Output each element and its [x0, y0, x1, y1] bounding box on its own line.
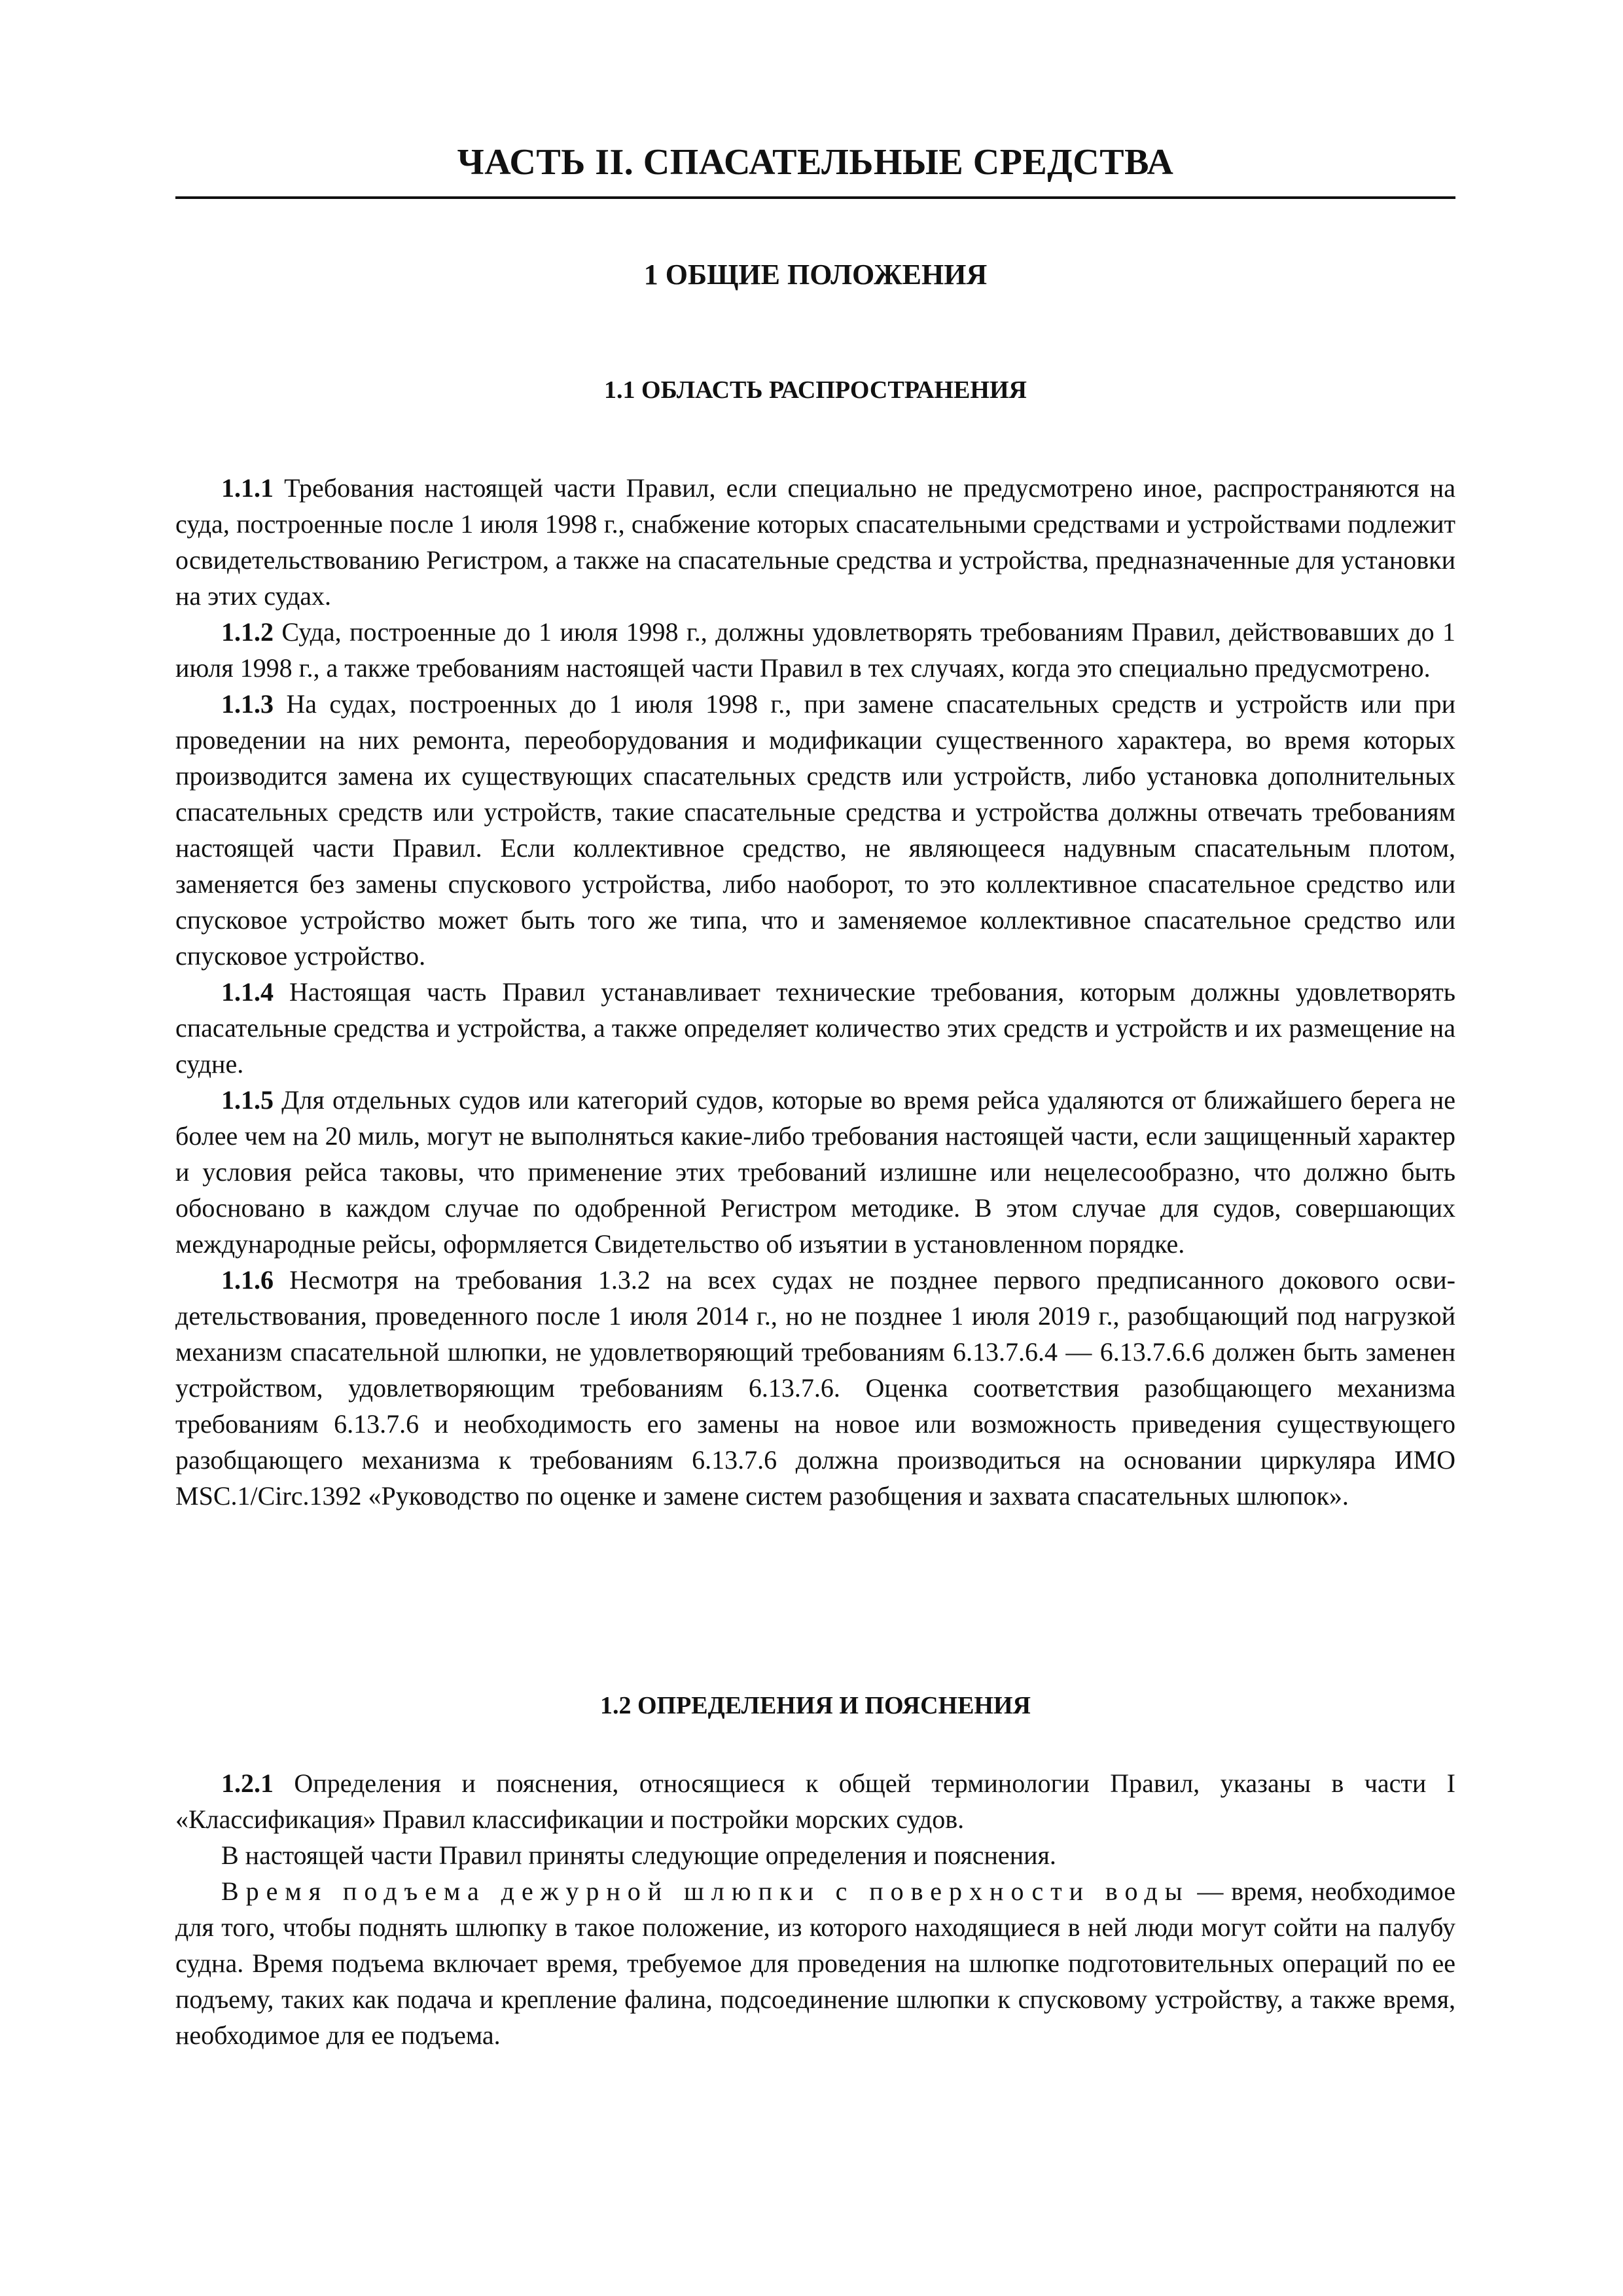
paragraph-number: 1.1.1: [221, 473, 274, 503]
section-title-1-1: 1.1 ОБЛАСТЬ РАСПРОСТРАНЕНИЯ: [604, 376, 1027, 404]
paragraph-number: 1.1.4: [221, 977, 274, 1007]
chapter-title: 1 ОБЩИЕ ПОЛОЖЕНИЯ: [643, 259, 988, 291]
paragraph-text: Настоящая часть Правил устанавливает технические требования, которым должны удовлетворять спасательные средства и устройства, а также определяет количество этих средств и устройств и их размещение на судне.: [175, 977, 1455, 1079]
paragraph-1-1-6: [175, 1262, 1455, 1514]
paragraph-number: 1.1.5: [221, 1085, 274, 1115]
paragraph-text: Определения и пояснения, относящиеся к общей терминологии Правил, указаны в части I «Классификация» Правил классификации и постройки морских судов.: [175, 1768, 1455, 1834]
section-title-1-2: 1.2 ОПРЕДЕЛЕНИЯ И ПОЯСНЕНИЯ: [599, 1692, 1031, 1719]
paragraph-1-1-1: [175, 470, 1455, 614]
paragraph-definition: [175, 1873, 1455, 2053]
paragraph-text: На судах, построенных до 1 июля 1998 г., при замене спасательных средств и устройств или при проведении на них ремонта, переоборудования и модификации существенного характера, во время которых производится замена их существующих спасательных средств или устройств, либо установка дополнительных спасательных средств или устройств, такие спасательные средства и устройства должны отвечать требованиям настоящей части Правил. Если коллективное средство, не являющееся надувным спасательным плотом, заменяется без замены спускового устройства, либо наоборот, то это коллективное спасательное средство или спусковое устройство может быть того же типа, что и заменяемое коллективное спасательное средство или спусковое устройство.: [175, 689, 1455, 971]
paragraph-1-1-3: [175, 686, 1455, 974]
paragraph-number: 1.1.6: [221, 1265, 274, 1295]
section-1-2-body: [175, 1765, 1455, 2053]
paragraph-text: Требования настоящей части Правил, если специально не предусмотрено иное, распространяются на суда, построенные после 1 июля 1998 г., снабжение которых спасательными средствами и устройствами подлежит освидетельствованию Регистром, а также на спасательные средства и устройства, предназначенные для установки на этих судах.: [175, 473, 1455, 611]
paragraph-1-1-2: [175, 614, 1455, 686]
paragraph-number: 1.2.1: [221, 1768, 274, 1798]
paragraph-1-2-1: [175, 1765, 1455, 1837]
paragraph-intro: [175, 1837, 1455, 1873]
part-title: ЧАСТЬ II. СПАСАТЕЛЬНЫЕ СРЕДСТВА: [457, 142, 1174, 183]
paragraph-text: Суда, построенные до 1 июля 1998 г., должны удовлетворять требованиям Правил, действовавших до 1 июля 1998 г., а также требованиям настоящей части Правил в тех случаях, когда это специально предусмотрено.: [175, 617, 1455, 683]
paragraph-1-1-4: [175, 974, 1455, 1082]
title-divider: [175, 196, 1455, 199]
section-1-1-body: [175, 470, 1455, 1514]
term-definition: — время, необходимое для того, чтобы поднять шлюпку в такое положение, из которого находящиеся в ней люди могут сойти на палубу судна. Время подъема включает время, требуемое для проведения на шлюпке подготовительных операций по ее подъему, таких как подача и крепление фалина, подсоединение шлюпки к спусковому устройству, а также время, необходимое для ее подъема.: [175, 1876, 1455, 2050]
defined-term: Время подъема дежурной шлюпки с поверхности воды: [221, 1876, 1190, 1906]
paragraph-number: 1.1.2: [221, 617, 274, 647]
paragraph-1-1-5: [175, 1082, 1455, 1262]
paragraph-text: Несмотря на требования 1.3.2 на всех судах не позднее первого предписанного докового осви-детельствования, проведенного после 1 июля 2014 г., но не позднее 1 июля 2019 г., разобщающий под нагрузкой механизм спасательной шлюпки, не удовлетворяющий требованиям 6.13.7.6.4 — 6.13.7.6.6 должен быть заменен устройством, удовлетворяющим требованиям 6.13.7.6. Оценка соответствия разобщающего механизма требованиям 6.13.7.6 и необходимость его замены на новое или возможность приведения существующего разобщающего механизма к требованиям 6.13.7.6 должна производиться на основании циркуляра ИМО MSC.1/Circ.1392 «Руководство по оценке и замене систем разобщения и захвата спасательных шлюпок».: [175, 1265, 1455, 1511]
document-page: [175, 0, 1455, 2296]
paragraph-text: В настоящей части Правил приняты следующие определения и пояснения.: [221, 1840, 1056, 1870]
paragraph-number: 1.1.3: [221, 689, 274, 719]
paragraph-text: Для отдельных судов или категорий судов, которые во время рейса удаляются от ближайшего берега не более чем на 20 миль, могут не выполняться какие-либо требования настоящей части, если защищенный характер и условия рейса таковы, что применение этих требований излишне или нецелесообразно, что должно быть обосновано в каждом случае по одобренной Регистром методике. В этом случае для судов, совершающих международные рейсы, оформляется Свидетельство об изъятии в установленном порядке.: [175, 1085, 1455, 1259]
